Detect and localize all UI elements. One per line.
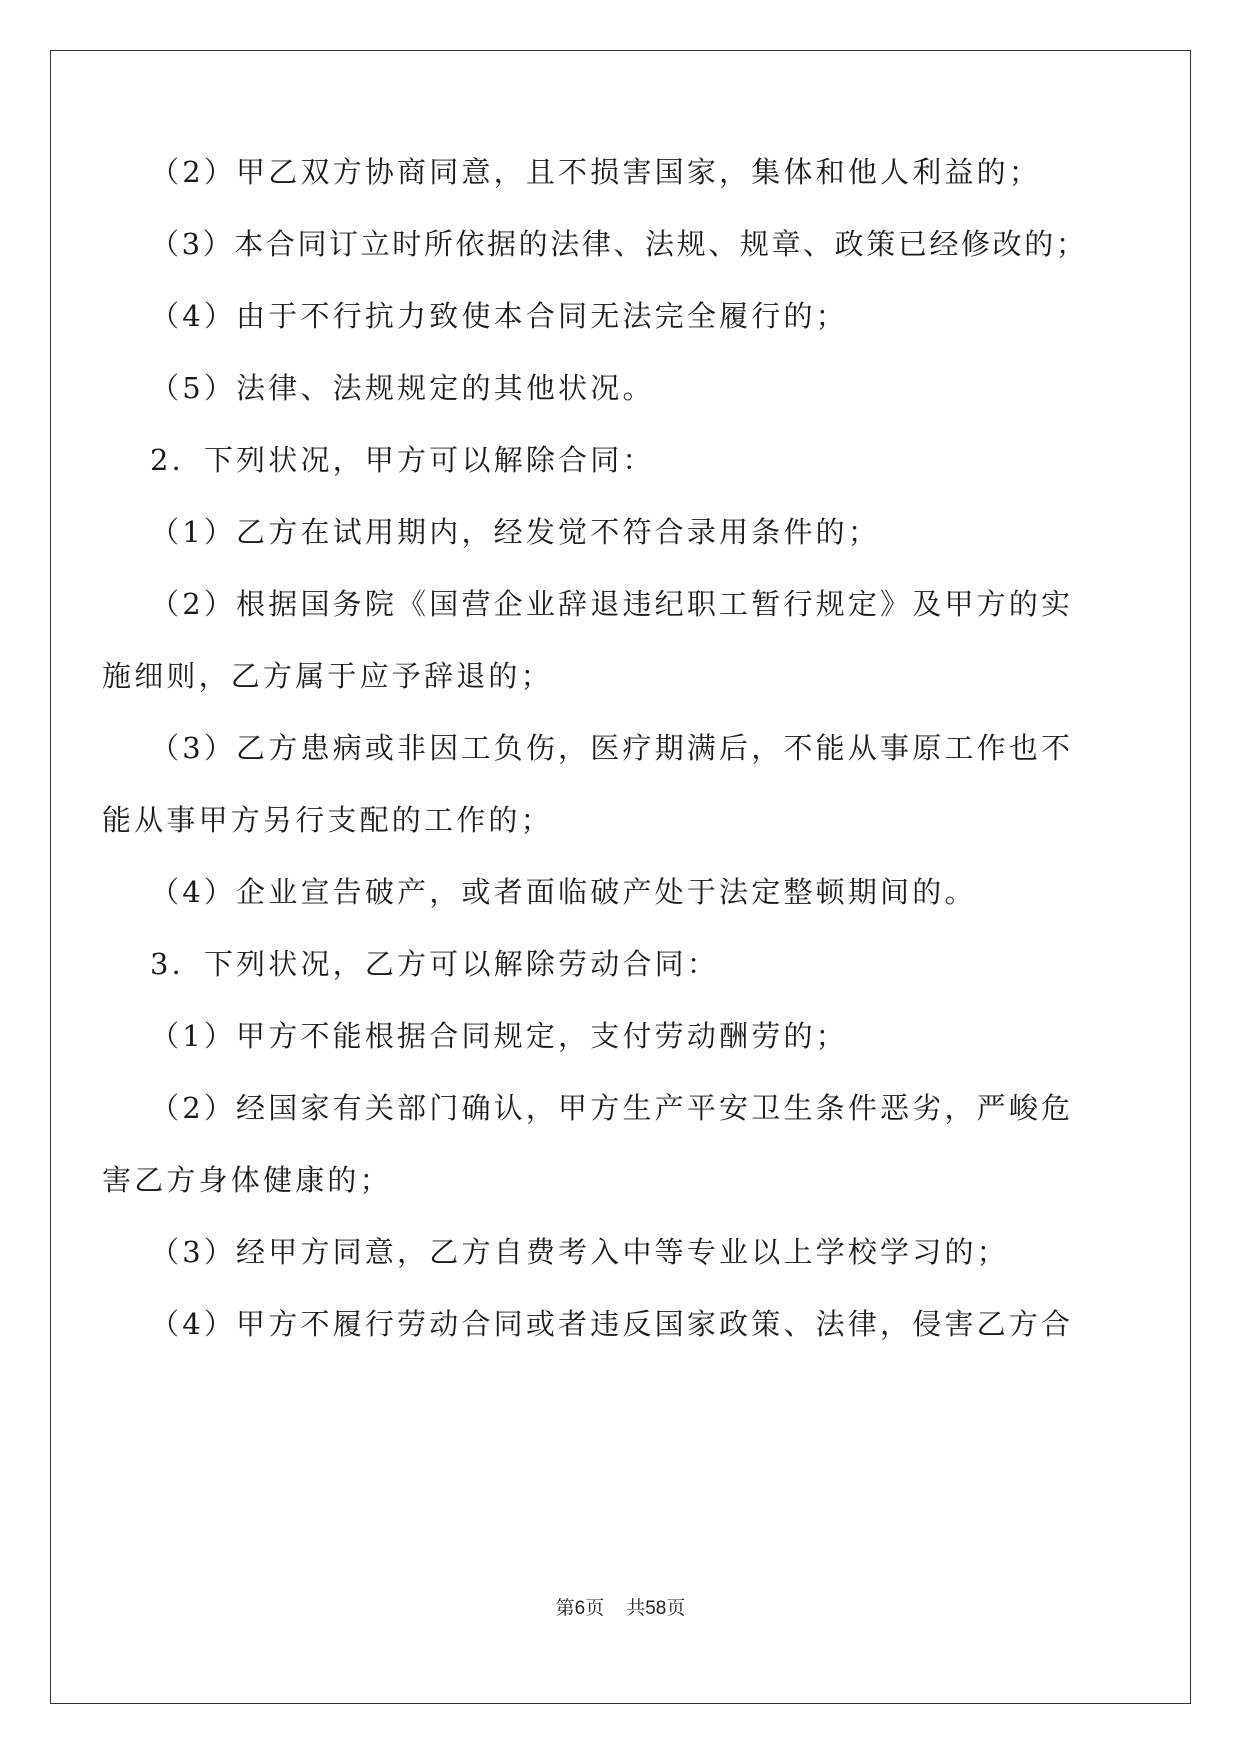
paragraph-line: （1）乙方在试用期内，经发觉不符合录用条件的； <box>150 515 881 549</box>
paragraph-line: （3）乙方患病或非因工负伤，医疗期满后，不能从事原工作也不 <box>150 731 1074 765</box>
paragraph-line: （1）甲方不能根据合同规定，支付劳动酬劳的； <box>150 1019 848 1053</box>
paragraph-line: （4）企业宣告破产，或者面临破产处于法定整顿期间的。 <box>150 875 977 909</box>
total-pages: 58 <box>645 1598 667 1619</box>
paragraph-line: （2）甲乙双方协商同意，且不损害国家，集体和他人利益的； <box>150 155 1042 189</box>
paragraph-line: （2）经国家有关部门确认，甲方生产平安卫生条件恶劣，严峻危 <box>150 1091 1074 1125</box>
paragraph-line: （4）由于不行抗力致使本合同无法完全履行的； <box>150 299 848 333</box>
section-heading: 3．下列状况，乙方可以解除劳动合同： <box>150 947 720 981</box>
total-suffix: 页 <box>666 1597 686 1619</box>
page-footer <box>0 1596 1241 1621</box>
paragraph-line-continued: 施细则，乙方属于应予辞退的； <box>102 659 553 693</box>
paragraph-line: （2）根据国务院《国营企业辞退违纪职工暂行规定》及甲方的实 <box>150 587 1074 621</box>
paragraph-line: （4）甲方不履行劳动合同或者违反国家政策、法律，侵害乙方合 <box>150 1307 1074 1341</box>
page-number: 6 <box>574 1598 586 1619</box>
total-prefix: 共 <box>626 1597 646 1619</box>
section-heading: 2．下列状况，甲方可以解除合同： <box>150 443 655 477</box>
page-prefix: 第 <box>555 1597 575 1619</box>
paragraph-line: （3）本合同订立时所依据的法律、法规、规章、政策已经修改的； <box>150 227 1088 261</box>
paragraph-line: （5）法律、法规规定的其他状况。 <box>150 371 655 405</box>
paragraph-line: （3）经甲方同意，乙方自费考入中等专业以上学校学习的； <box>150 1235 1009 1269</box>
paragraph-line-continued: 能从事甲方另行支配的工作的； <box>102 803 553 837</box>
page-suffix: 页 <box>585 1597 605 1619</box>
paragraph-line-continued: 害乙方身体健康的； <box>102 1163 392 1197</box>
